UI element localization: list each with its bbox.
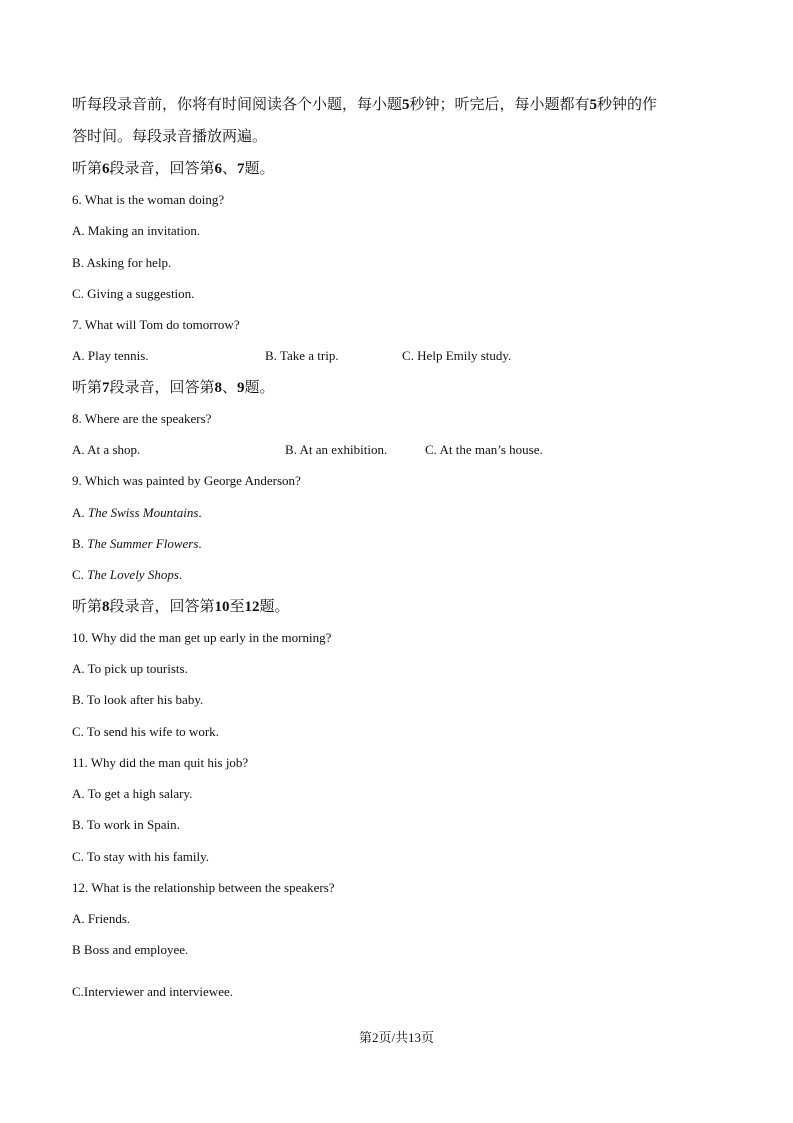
question-7-option-c: C. Help Emily study. bbox=[402, 348, 512, 363]
section-7-heading: 听第7段录音，回答第8、9题。 bbox=[72, 380, 275, 396]
section-8-heading: 听第8段录音，回答第10至12题。 bbox=[72, 599, 290, 615]
question-12: 12. What is the relationship between the speakers? bbox=[72, 880, 335, 895]
question-11-option-c: C. To stay with his family. bbox=[72, 849, 210, 864]
question-6: 6. What is the woman doing? bbox=[72, 192, 225, 207]
question-9: 9. Which was painted by George Anderson? bbox=[72, 473, 301, 488]
page-footer: 第2页/共13页 bbox=[358, 1030, 435, 1045]
question-11-option-b: B. To work in Spain. bbox=[72, 817, 180, 832]
question-10-option-b: B. To look after his baby. bbox=[72, 692, 204, 707]
question-8-option-a: A. At a shop. bbox=[72, 442, 141, 457]
question-10-option-c: C. To send his wife to work. bbox=[72, 724, 219, 739]
question-12-option-c: C.Interviewer and interviewee. bbox=[72, 984, 233, 999]
question-6-option-c: C. Giving a suggestion. bbox=[72, 286, 195, 301]
question-7-option-a: A. Play tennis. bbox=[72, 348, 149, 363]
question-11-option-a: A. To get a high salary. bbox=[72, 786, 193, 801]
question-6-option-b: B. Asking for help. bbox=[72, 255, 172, 270]
question-6-option-a: A. Making an invitation. bbox=[72, 223, 201, 238]
question-9-option-b: B. The Summer Flowers. bbox=[72, 536, 202, 551]
question-7-option-b: B. Take a trip. bbox=[265, 348, 339, 363]
question-9-option-c: C. The Lovely Shops. bbox=[72, 567, 183, 582]
section-6-heading: 听第6段录音，回答第6、7题。 bbox=[72, 161, 275, 177]
question-12-option-b: B Boss and employee. bbox=[72, 942, 189, 957]
question-8: 8. Where are the speakers? bbox=[72, 411, 212, 426]
question-9-option-a: A. The Swiss Mountains. bbox=[72, 505, 202, 520]
question-12-option-a: A. Friends. bbox=[72, 911, 131, 926]
question-8-option-c: C. At the man’s house. bbox=[425, 442, 543, 457]
question-8-option-b: B. At an exhibition. bbox=[285, 442, 388, 457]
question-11: 11. Why did the man quit his job? bbox=[72, 755, 249, 770]
question-10: 10. Why did the man get up early in the morning? bbox=[72, 630, 332, 645]
question-7: 7. What will Tom do tomorrow? bbox=[72, 317, 240, 332]
intro-line-2: 答时间。每段录音播放两遍。 bbox=[72, 129, 268, 145]
intro-line-1: 听每段录音前，你将有时间阅读各个小题，每小题5秒钟；听完后，每小题都有5秒钟的作 bbox=[72, 97, 658, 113]
question-10-option-a: A. To pick up tourists. bbox=[72, 661, 188, 676]
